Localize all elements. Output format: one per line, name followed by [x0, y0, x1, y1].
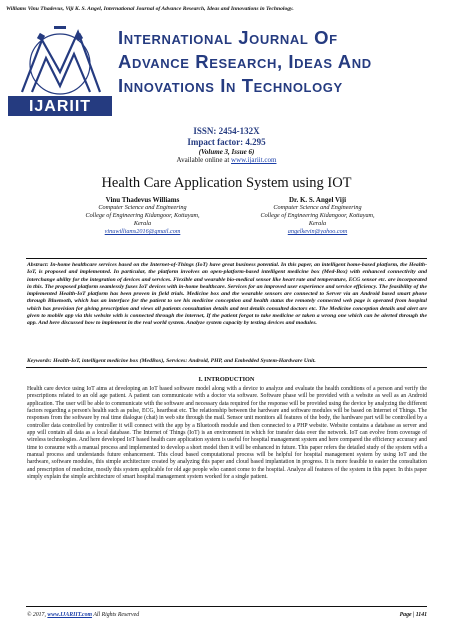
author-college: College of Engineering Kidangoor, Kottayam, [260, 212, 375, 219]
abstract: Abstract: In-home healthcare services based on the Internet-of-Things (IoT) have great business potential. In this paper, an intelligent home-based platform, the Health-IoT, is proposed and implemented. In particular, the platform involves an open-platform-based intelligent medicine box (Med-Box) with enhanced connectivity and interchange ability for the integration of devices and services. Flexible and wearable bio-medical sensor like heart rate and temperature, ECG sensor etc. are incorporated in this. The proposed platform seamlessly fuses IoT devices with in-home healthcare. Services for an improved user experience and service efficiency. The feasibility of the implemented Health-IoT platform has been proven in field trials. Medicine box and the wearable sensors are connected to Server via an Android based smart phone through Bluetooth, which has an interface for the patient to see his medicine conception and health status the remotely connected web page is operated from hospital which has provision for giving prescription and views all patients consultation details and test details consulted doctors etc. The Medicine conception details and alert are given to mobile app via this website with is connected through the internet, If the patient forgot to take medicine or taken a wrong one which can be alerted through the app. And here discussed how to implement in the real world system. Analyze system capacity by testing devices and modules. [27, 262, 427, 327]
author-department: Computer Science and Engineering [273, 204, 362, 211]
footer [27, 612, 427, 618]
footer-website-link[interactable]: www.IJARIIT.com [47, 612, 93, 618]
copyright-suffix: All Rights Reserved [92, 612, 140, 618]
running-header: Williams Vinu Thadevus, Viji K. S. Angel, International Journal of Advance Research, Ideas and Innovations in Technology. [6, 6, 294, 12]
journal-website-link[interactable]: www.ijariit.com [231, 156, 277, 164]
keywords: Keywords: Health-IoT, intelligent medicine box (MedBox), Services: Android, PHP, and Embedded System-Hardware Unit. [27, 358, 316, 364]
copyright-prefix: © 2017, [27, 612, 48, 618]
availability [0, 156, 453, 164]
author-college: College of Engineering Kidangoor, Kottayam, [85, 212, 200, 219]
volume-issue: (Volume 3, Issue 6) [198, 148, 255, 156]
divider [26, 367, 427, 368]
author-2 [235, 196, 400, 236]
footer-divider [26, 606, 427, 607]
author-name: Dr. K. S. Angel Viji [288, 196, 347, 204]
impact-factor: Impact factor: 4.295 [187, 137, 266, 147]
journal-title-line: International Journal Of [118, 27, 338, 48]
availability-label: Available online at [176, 156, 232, 164]
logo-text: IJARIIT [28, 98, 92, 115]
copyright [27, 612, 139, 618]
introduction-text: Health care device using IoT aims at developing an IoT based software model along with a device to analyze and evaluate the health conditions of a person and verify the prescriptions related to an old age patient. A patient can communicate with a doctor via software. Software phase will be provided with a website as well as an Android application. The user will be able to communicate with the software and necessary data required for the response will be provided using the device by analyzing the different factors regarding a person's health such as pulse, ECG, heartbeat etc. The relationship between the hardware and software modules will be based on Internet of Things. The responses from the software by real time dialogue (chat) in web site through the mail. Sensor unit monitors all features of the body, the hardware part will be controlled by a controller data controlled by controller it will connect with the app by a Bluetooth module and then connected to a PHP website. Website contains a database as server and app will contain all data as a local database. The Internet of Things (IoT) is an environment in which for transfer data over the network. IoT can evolve from coverage of wireless technologies. And here developed IoT based health care application system is useful for hospital management system and here compared the efficiency accuracy and time to consume with a manual process and implemented to develop a short model then it will be enhanced in future. This paper refers the detailed study of the system with a manual process and understands future enhancement. This cloud based computational process will be helpful for hospital management system by using IoT and the hardware, software modules, this simple architecture created by analyzing this paper and cloud based implantation in progress. It is more feasible to easier the consultation and prescription of medicine, mostly this system applicable for old age people who cannot come to the hospital. Analyze all features of the system in this paper. In this paper simply explain the simple architecture of smart hospital management system worked for a single patient. [27, 386, 427, 481]
journal-title [118, 26, 372, 98]
ijariit-logo [8, 20, 112, 118]
author-place: Kerala [308, 220, 327, 227]
journal-title-line: Advance Research, Ideas And [118, 51, 372, 72]
divider [26, 258, 427, 259]
author-place: Kerala [133, 220, 152, 227]
author-department: Computer Science and Engineering [98, 204, 187, 211]
author-name: Vinu Thadevus Williams [105, 196, 180, 204]
issn: ISSN: 2454-132X [193, 126, 260, 136]
author-1 [60, 196, 225, 236]
authors-block [60, 196, 400, 236]
author-email-link[interactable]: angelkevin@yahoo.com [287, 228, 348, 235]
section-heading: I. INTRODUCTION [198, 376, 255, 383]
page-number: Page | 1141 [399, 612, 427, 618]
journal-title-line: Innovations In Technology [118, 75, 343, 96]
paper-title: Health Care Application System using IOT [101, 175, 352, 191]
author-email-link[interactable]: vinuwilliams2016@gmail.com [104, 228, 181, 235]
